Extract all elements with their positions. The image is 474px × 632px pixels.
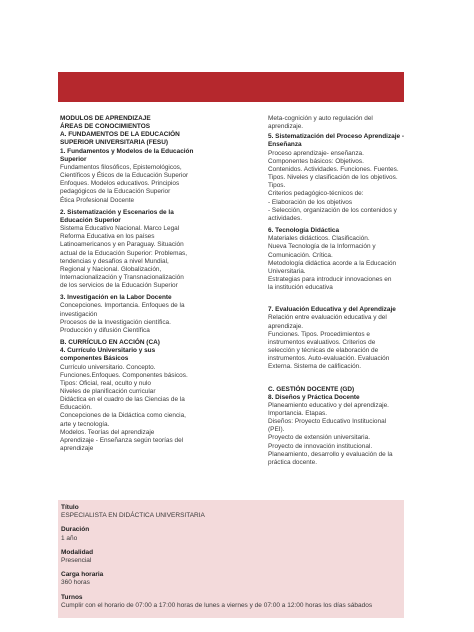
titulo-value: ESPECIALISTA EN DIDÁCTICA UNIVERSITARIA xyxy=(61,512,205,520)
module-heading: Educación Superior xyxy=(60,216,121,224)
text-line: Aprendizaje - Enseñanza según teorías del xyxy=(60,436,184,444)
modalidad-value: Presencial xyxy=(61,557,92,565)
text-line: instrumentos evaluativos. Criterios de xyxy=(268,338,376,346)
text-line: Niveles de planificación curricular xyxy=(60,388,156,395)
text-line: aprendizaje. xyxy=(268,123,304,131)
text-line: Planeamiento, desarrollo y evaluación de la xyxy=(268,450,393,458)
text-line: Funciones.Enfoques. Componentes básicos. xyxy=(60,371,188,379)
module-heading: 8. Diseños y Práctica Docente xyxy=(268,393,360,401)
right-column xyxy=(268,115,418,467)
text-line: práctica docente. xyxy=(268,458,318,466)
module-heading: Enseñanza xyxy=(268,141,302,149)
text-line: Científicos y Éticos de la Educación Superior xyxy=(60,172,189,180)
module-heading: 4. Currículo Universitario y sus xyxy=(60,347,156,355)
text-line: Planeamiento educativo y del aprendizaje. xyxy=(268,401,389,409)
turnos-value: Cumplir con el horario de 07:00 a 17:00 horas de lunes a viernes y de 07:00 a 12:00 horas los días sábados xyxy=(61,601,373,609)
modalidad-label: Modalidad xyxy=(61,548,94,556)
text-line: Concepciones de la Didáctica como ciencia, xyxy=(60,412,186,420)
area-heading: C. GESTIÓN DOCENTE (GD) xyxy=(268,385,355,393)
text-line: Enfoques. Modelos educativos. Principios xyxy=(60,180,180,188)
text-line: actual de la Educación Superior: Problemas, xyxy=(60,249,188,257)
text-line: Externa. Sistema de calificación. xyxy=(268,363,362,371)
text-line: Producción y difusión Científica xyxy=(60,326,150,334)
duracion-value: 1 año xyxy=(61,534,78,542)
duracion-label: Duración xyxy=(61,526,90,534)
text-line: Tipos: Oficial, real, oculto y nulo xyxy=(60,379,151,387)
text-line: Internacionalización y Transnacionalización xyxy=(60,273,184,281)
module-heading: 1. Fundamentos y Modelos de la Educación xyxy=(60,147,194,155)
text-line: Modelos. Teorías del aprendizaje xyxy=(60,428,155,436)
text-line: Meta-cognición y auto regulación del xyxy=(268,115,373,122)
text-line: Relación entre evaluación educativa y del xyxy=(268,314,387,322)
module-heading: 2. Sistematización y Escenarios de la xyxy=(60,208,174,216)
text-line: la institución educativa xyxy=(268,284,333,292)
text-line: de los servicios de la Educación Superior xyxy=(60,282,178,290)
module-heading: componentes Básicos xyxy=(60,355,129,363)
text-line: Educación. xyxy=(60,404,92,412)
text-line: tendencias y desafíos a nivel Mundial, xyxy=(60,257,169,265)
turnos-label: Turnos xyxy=(61,593,83,601)
text-line: Contenidos. Actividades. Funciones. Fuentes. xyxy=(268,165,399,173)
text-line: Funciones. Tipos. Procedimientos e xyxy=(268,330,370,338)
titulo-label: Título xyxy=(61,504,79,511)
text-line: instrumentos. Auto-evaluación. Evaluación xyxy=(268,355,390,363)
text-line: Comunicación. Crítica. xyxy=(268,251,333,259)
carga-horaria-label: Carga horaria xyxy=(61,571,104,579)
text-line: aprendizaje. xyxy=(268,322,304,330)
module-heading: 6. Tecnología Didáctica xyxy=(268,227,340,235)
module-heading: Superior xyxy=(60,155,87,163)
text-line: Componentes básicos: Objetivos. xyxy=(268,157,364,165)
text-line: Diseños: Proyecto Educativo Institucional xyxy=(268,418,387,426)
area-heading: B. CURRÍCULO EN ACCIÓN (CA) xyxy=(60,339,160,347)
carga-horaria-value: 360 horas xyxy=(61,579,90,587)
text-line: Tipos. xyxy=(268,182,286,190)
text-line: - Selección, organización de los contenidos y xyxy=(268,206,397,214)
text-line: Nueva Tecnología de la Información y xyxy=(268,243,376,251)
text-line: selección y técnicas de elaboración de xyxy=(268,347,379,355)
text-line: Materiales didácticos. Clasificación. xyxy=(268,235,370,243)
text-line: actividades. xyxy=(268,214,302,222)
text-line: Currículo universitario. Concepto. xyxy=(60,363,156,371)
text-line: (PEI). xyxy=(268,426,285,434)
module-heading: 5. Sistematización del Proceso Aprendizaje - xyxy=(268,133,405,141)
text-line: Sistema Educativo Nacional. Marco Legal xyxy=(60,225,180,233)
left-column xyxy=(60,115,265,453)
text-line: Fundamentos filosóficos, Epistemológicos, xyxy=(60,163,182,171)
text-line: pedagógicos de la Educación Superior xyxy=(60,188,171,196)
text-line: Ética Profesional Docente xyxy=(60,196,135,204)
text-line: Reforma Educativa en los países xyxy=(60,233,155,241)
text-line: Metodología didáctica acorde a la Educación xyxy=(268,259,397,267)
text-line: Didáctica en el cuadro de las Ciencias de la xyxy=(60,396,185,404)
section-heading: ÁREAS DE CONOCIMIENTOS xyxy=(60,123,151,131)
module-heading: 7. Evaluación Educativa y del Aprendizaje xyxy=(268,306,396,314)
area-heading: A. FUNDAMENTOS DE LA EDUCACIÓN xyxy=(60,131,180,139)
text-line: Criterios pedagógico-técnicos de: xyxy=(268,190,364,198)
text-line: Regional y Nacional. Globalización, xyxy=(60,265,162,273)
text-line: Tipos. Niveles y clasificación de los objetivos. xyxy=(268,174,398,182)
area-heading: SUPERIOR UNIVERSITARIA (FESU) xyxy=(60,139,169,147)
text-line: Latinoamericanos y en Paraguay. Situación xyxy=(60,241,184,249)
section-heading: MODULOS DE APRENDIZAJE xyxy=(60,115,151,122)
text-line: Proyecto de innovación institucional. xyxy=(268,442,373,450)
header-banner xyxy=(58,72,404,102)
text-line: Procesos de la Investigación científica. xyxy=(60,318,171,326)
text-line: Universitaria. xyxy=(268,267,306,275)
program-info-box xyxy=(58,500,404,618)
text-line: Importancia. Etapas. xyxy=(268,410,328,417)
text-line: Estrategias para introducir innovaciones en xyxy=(268,275,392,283)
text-line: Concepciones. Importancia. Enfoques de la xyxy=(60,302,185,310)
text-line: Proceso aprendizaje- enseñanza. xyxy=(268,149,364,157)
text-line: arte y tecnología. xyxy=(60,420,110,428)
text-line: investigación xyxy=(60,310,98,318)
module-heading: 3. Investigación en la Labor Docente xyxy=(60,294,172,302)
text-line: Proyecto de extensión universitaria. xyxy=(268,434,370,442)
text-line: - Elaboración de los objetivos xyxy=(268,198,353,206)
text-line: aprendizaje xyxy=(60,445,94,453)
